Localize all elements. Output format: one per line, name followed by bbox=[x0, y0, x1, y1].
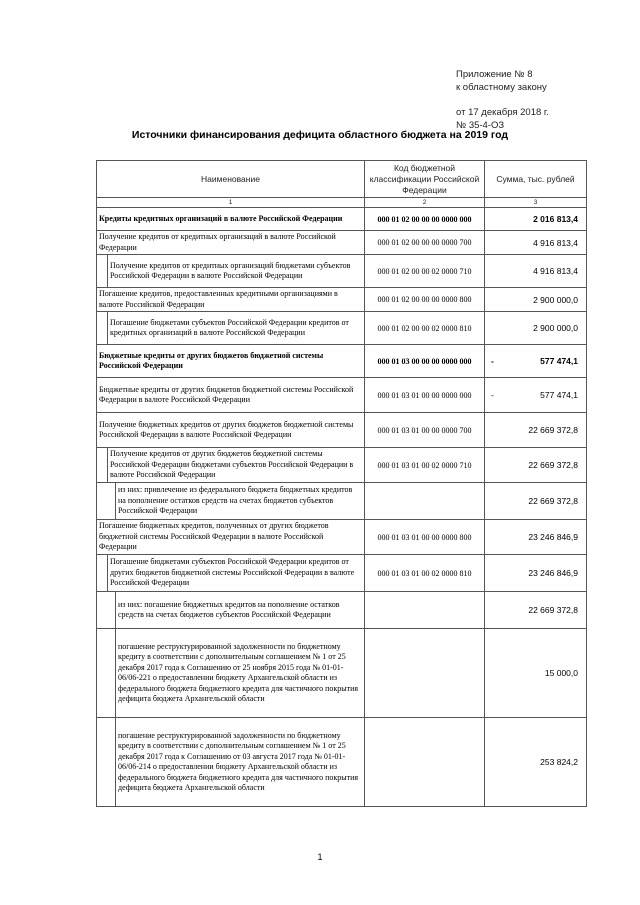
row-name: погашение реструктурированной задолженности по бюджетному кредиту в соответствии с дополнительным соглашением № 1 от 25 декабря 2017 года к Соглашению от 25 ноября 2015 года № 01-01-06/06-221 о предоставлении бюджету Архангельской области из федерального бюджета бюджетного кредита для частичного покрытия дефицита бюджета Архангельской области bbox=[118, 641, 359, 703]
row-name-cell bbox=[97, 231, 365, 255]
row-code: 000 01 03 01 00 00 0000 700 bbox=[365, 413, 485, 448]
table-row bbox=[97, 345, 587, 378]
table-row bbox=[97, 208, 587, 231]
row-sum: 4 916 813,4 bbox=[533, 266, 578, 276]
row-sum-cell bbox=[485, 312, 587, 345]
row-sum: 15 000,0 bbox=[544, 668, 578, 678]
row-name: Погашение бюджетных кредитов, полученных от других бюджетов бюджетной системы Российской Федерации в валюте Российской Федерации bbox=[99, 521, 329, 552]
row-code bbox=[365, 592, 485, 629]
column-number-2: 2 bbox=[365, 198, 485, 208]
row-name-cell bbox=[97, 448, 365, 483]
row-name: Кредиты кредитных организаций в валюте Российской Федерации bbox=[99, 213, 343, 223]
table-row bbox=[97, 413, 587, 448]
row-name-cell bbox=[97, 718, 365, 807]
row-name: Погашение кредитов, предоставленных кредитными организациями в валюте Российской Федерации bbox=[99, 289, 338, 309]
row-sum: 577 474,1 bbox=[540, 390, 578, 400]
row-name: Бюджетные кредиты от других бюджетов бюджетной системы Российской Федерации bbox=[99, 350, 324, 370]
negative-sign: - bbox=[491, 390, 494, 400]
row-sum: 4 916 813,4 bbox=[533, 237, 578, 248]
row-name-cell bbox=[97, 208, 365, 231]
row-sum: 2 900 000,0 bbox=[533, 323, 578, 333]
row-sum: 253 824,2 bbox=[540, 757, 578, 767]
row-name-cell bbox=[97, 413, 365, 448]
appendix-line-1: Приложение № 8 bbox=[456, 69, 533, 80]
table-row bbox=[97, 255, 587, 288]
row-sum-cell bbox=[485, 448, 587, 483]
row-code bbox=[365, 718, 485, 807]
table-row bbox=[97, 718, 587, 807]
table-row bbox=[97, 520, 587, 555]
row-code: 000 01 03 01 00 02 0000 710 bbox=[365, 448, 485, 483]
row-sum-cell bbox=[485, 520, 587, 555]
row-name-cell bbox=[97, 288, 365, 312]
row-sum: 2 900 000,0 bbox=[533, 294, 578, 305]
row-sum: 22 669 372,8 bbox=[528, 425, 578, 435]
header-name: Наименование bbox=[97, 161, 365, 198]
row-code: 000 01 03 01 00 00 0000 800 bbox=[365, 520, 485, 555]
row-sum-cell bbox=[485, 288, 587, 312]
column-number-1: 1 bbox=[97, 198, 365, 208]
row-name-cell bbox=[97, 555, 365, 592]
row-name: Получение кредитов от других бюджетов бюджетной системы Российской Федерации бюджетами субъектов Российской Федерации в валюте Российской Федерации bbox=[110, 449, 354, 480]
row-sum-cell bbox=[485, 255, 587, 288]
row-sum-cell bbox=[485, 208, 587, 231]
table-body bbox=[97, 208, 587, 807]
row-sum: 22 669 372,8 bbox=[528, 605, 578, 615]
row-sum: 22 669 372,8 bbox=[528, 496, 578, 506]
row-name: Бюджетные кредиты от других бюджетов бюджетной системы Российской Федерации в валюте Российской Федерации bbox=[99, 384, 354, 404]
row-name: из них: погашение бюджетных кредитов на пополнение остатков средств на счетах бюджетов субъектов Российской Федерации bbox=[118, 599, 340, 619]
row-name-cell bbox=[97, 255, 365, 288]
row-sum-cell bbox=[485, 592, 587, 629]
table-row bbox=[97, 288, 587, 312]
table-row bbox=[97, 378, 587, 413]
table-row bbox=[97, 555, 587, 592]
negative-sign: - bbox=[491, 356, 494, 366]
row-name: Погашение бюджетами субъектов Российской Федерации кредитов от кредитных организаций в валюте Российской Федерации bbox=[110, 317, 349, 337]
table-row bbox=[97, 483, 587, 520]
row-code: 000 01 02 00 00 02 0000 810 bbox=[365, 312, 485, 345]
row-name: Получение кредитов от кредитных организаций в валюте Российской Федерации bbox=[99, 232, 336, 252]
appendix-line-3: от 17 декабря 2018 г. bbox=[456, 107, 549, 118]
row-sum-cell bbox=[485, 345, 587, 378]
row-code: 000 01 02 00 00 00 0000 000 bbox=[365, 208, 485, 231]
row-code: 000 01 03 01 00 00 0000 000 bbox=[365, 378, 485, 413]
row-name-cell bbox=[97, 520, 365, 555]
row-name: из них: привлечение из федерального бюджета бюджетных кредитов на пополнение остатков средств на счетах бюджетов субъектов Российской Федерации bbox=[118, 485, 353, 516]
row-code: 000 01 03 01 00 02 0000 810 bbox=[365, 555, 485, 592]
table-row bbox=[97, 312, 587, 345]
row-sum-cell bbox=[485, 555, 587, 592]
appendix-block bbox=[456, 68, 626, 132]
header-sum: Сумма, тыс. рублей bbox=[485, 161, 587, 198]
row-name-cell bbox=[97, 345, 365, 378]
row-code: 000 01 02 00 00 00 0000 700 bbox=[365, 231, 485, 255]
column-number-3: 3 bbox=[485, 198, 587, 208]
row-name-cell bbox=[97, 629, 365, 718]
row-code: 000 01 02 00 00 00 0000 800 bbox=[365, 288, 485, 312]
table-row bbox=[97, 629, 587, 718]
appendix-line-4: № 35-4-ОЗ bbox=[456, 120, 505, 131]
row-sum: 23 246 846,9 bbox=[528, 568, 578, 578]
page-number: 1 bbox=[317, 852, 323, 862]
row-sum-cell bbox=[485, 378, 587, 413]
row-sum: 2 016 813,4 bbox=[533, 214, 578, 224]
document-title: Источники финансирования дефицита областного бюджета на 2019 год bbox=[131, 129, 509, 141]
table-row bbox=[97, 448, 587, 483]
row-sum: 23 246 846,9 bbox=[528, 532, 578, 542]
row-name-cell bbox=[97, 312, 365, 345]
row-name: Получение кредитов от кредитных организаций бюджетами субъектов Российской Федерации в валюте Российской Федерации bbox=[110, 260, 351, 280]
row-sum-cell bbox=[485, 629, 587, 718]
header-code: Код бюджетной классификации Российской Федерации bbox=[365, 161, 485, 198]
row-sum-cell bbox=[485, 718, 587, 807]
row-sum: 577 474,1 bbox=[540, 356, 578, 366]
row-sum-cell bbox=[485, 413, 587, 448]
row-name: Получение бюджетных кредитов от других бюджетов бюджетной системы Российской Федерации в валюте Российской Федерации bbox=[99, 419, 354, 439]
row-name-cell bbox=[97, 378, 365, 413]
row-name-cell bbox=[97, 483, 365, 520]
row-code bbox=[365, 629, 485, 718]
row-name: погашение реструктурированной задолженности по бюджетному кредиту в соответствии с дополнительным соглашением № 1 от 25 декабря 2017 года к Соглашению от 03 августа 2017 года № 01-01-06/06-214 о предоставлении бюджету Архангельской области из федерального бюджета бюджетного кредита для частичного покрытия дефицита бюджета Архангельской области bbox=[118, 730, 359, 792]
table-row bbox=[97, 592, 587, 629]
row-sum: 22 669 372,8 bbox=[528, 460, 578, 470]
row-code: 000 01 03 00 00 00 0000 000 bbox=[365, 345, 485, 378]
row-name: Погашение бюджетами субъектов Российской Федерации кредитов от других бюджетов бюджетной системы Российской Федерации в валюте Российской Федерации bbox=[110, 557, 355, 588]
row-sum-cell bbox=[485, 483, 587, 520]
row-name-cell bbox=[97, 592, 365, 629]
financing-table bbox=[96, 160, 587, 807]
appendix-line-2: к областному закону bbox=[456, 82, 547, 93]
table-row bbox=[97, 231, 587, 255]
row-sum-cell bbox=[485, 231, 587, 255]
row-code bbox=[365, 483, 485, 520]
row-code: 000 01 02 00 00 02 0000 710 bbox=[365, 255, 485, 288]
